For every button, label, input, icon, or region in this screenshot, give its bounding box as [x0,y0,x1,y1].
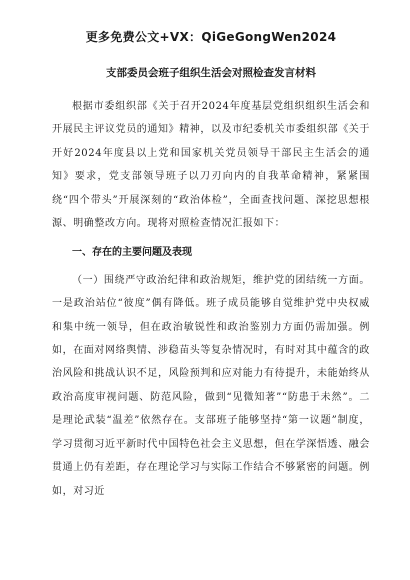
body-paragraph: （一）围绕严守政治纪律和政治规矩，维护党的团结统一方面。一是政治站位“彼度”偶有降低。班子成员能够自觉维护党中央权威和集中统一领导，但在政治敏锐性和政治鉴别力方面仍需加强。例如，在面对网络舆情、涉稳苗头等复杂情况时，有时对其中蕴含的政治风险和挑战认识不足，风险预判和应对能力有待提升，未能始终从政治高度审视问题、防范风险，做到“见微知著”“防患于未然”。二是理论武装“温差”依然存在。支部班子能够坚持“第一议题”制度，学习贯彻习近平新时代中国特色社会主义思想，但在学深悟透、融会贯通上仍有差距，存在理论学习与实际工作结合不够紧密的问题。例如，对习近 [52,274,370,497]
intro-paragraph: 根据市委组织部《关于召开2024年度基层党组织组织生活会和开展民主评议党员的通知》精神，以及市纪委机关市委组织部《关于开好2024年度县以上党和国家机关党员领导干部民主生活会的通知》要求，党支部领导班子以刀刃向内的自我革命精神，紧紧围绕“四个带头”开展深刻的“政治体检”，全面查找问题、深挖思想根源、明确整改方向。现将对照检查情况汇报如下： [52,101,370,230]
document-title: 支部委员会班子组织生活会对照检查发言材料 [106,67,316,79]
section-heading-1: 一、存在的主要问题及表现 [72,247,192,259]
header-banner: 更多免费公文+VX：QiGeGongWen2024 [85,30,337,44]
